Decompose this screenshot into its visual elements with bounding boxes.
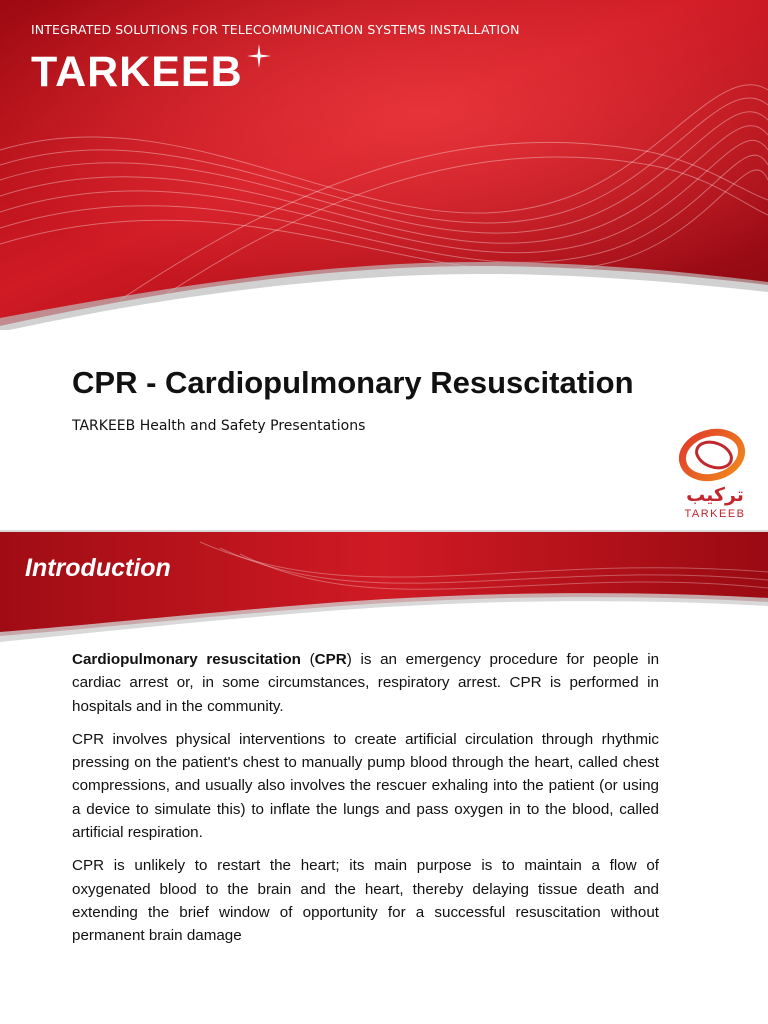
term-open: ( bbox=[300, 651, 315, 668]
red-wave-header bbox=[0, 532, 768, 642]
logo-arabic-text: تركيب bbox=[686, 484, 744, 506]
paragraph-interventions: CPR involves physical interventions to create artificial circulation through rhythmic pressing on the patient's chest to manually pump blood through the heart, called chest compressions, and usually also involves the rescuer exhaling into the patient (or using a device to simulate this) to inflate the lungs and pass oxygen in to the blood, called artificial respiration. bbox=[72, 730, 659, 842]
slide-title: CPR - Cardiopulmonary Resuscitation bbox=[72, 365, 634, 400]
section-heading: Introduction bbox=[25, 554, 171, 582]
paragraph-definition bbox=[72, 648, 659, 718]
slide-subtitle: TARKEEB Health and Safety Presentations bbox=[72, 418, 366, 434]
abbr-bold: CPR bbox=[314, 651, 347, 668]
introduction-body bbox=[72, 648, 659, 958]
brand-wordmark: TARKEEB bbox=[31, 48, 243, 96]
definition-text: ) is an emergency procedure for people in cardiac arrest or, in some circumstances, respiratory arrest. CPR is performed in hospitals and in the community. bbox=[72, 651, 660, 715]
company-tagline: INTEGRATED SOLUTIONS FOR TELECOMMUNICATION SYSTEMS INSTALLATION bbox=[31, 22, 520, 37]
logo-english-text: TARKEEB bbox=[684, 508, 746, 520]
paragraph-purpose: CPR is unlikely to restart the heart; its main purpose is to maintain a flow of oxygenated blood to the brain and the heart, thereby delaying tissue death and extending the brief window of opportunity for a successful resuscitation without permanent brain damage bbox=[72, 857, 659, 945]
introduction-slide bbox=[0, 532, 768, 1024]
term-bold: Cardiopulmonary resuscitation bbox=[72, 651, 301, 668]
sparkle-icon bbox=[247, 44, 271, 68]
